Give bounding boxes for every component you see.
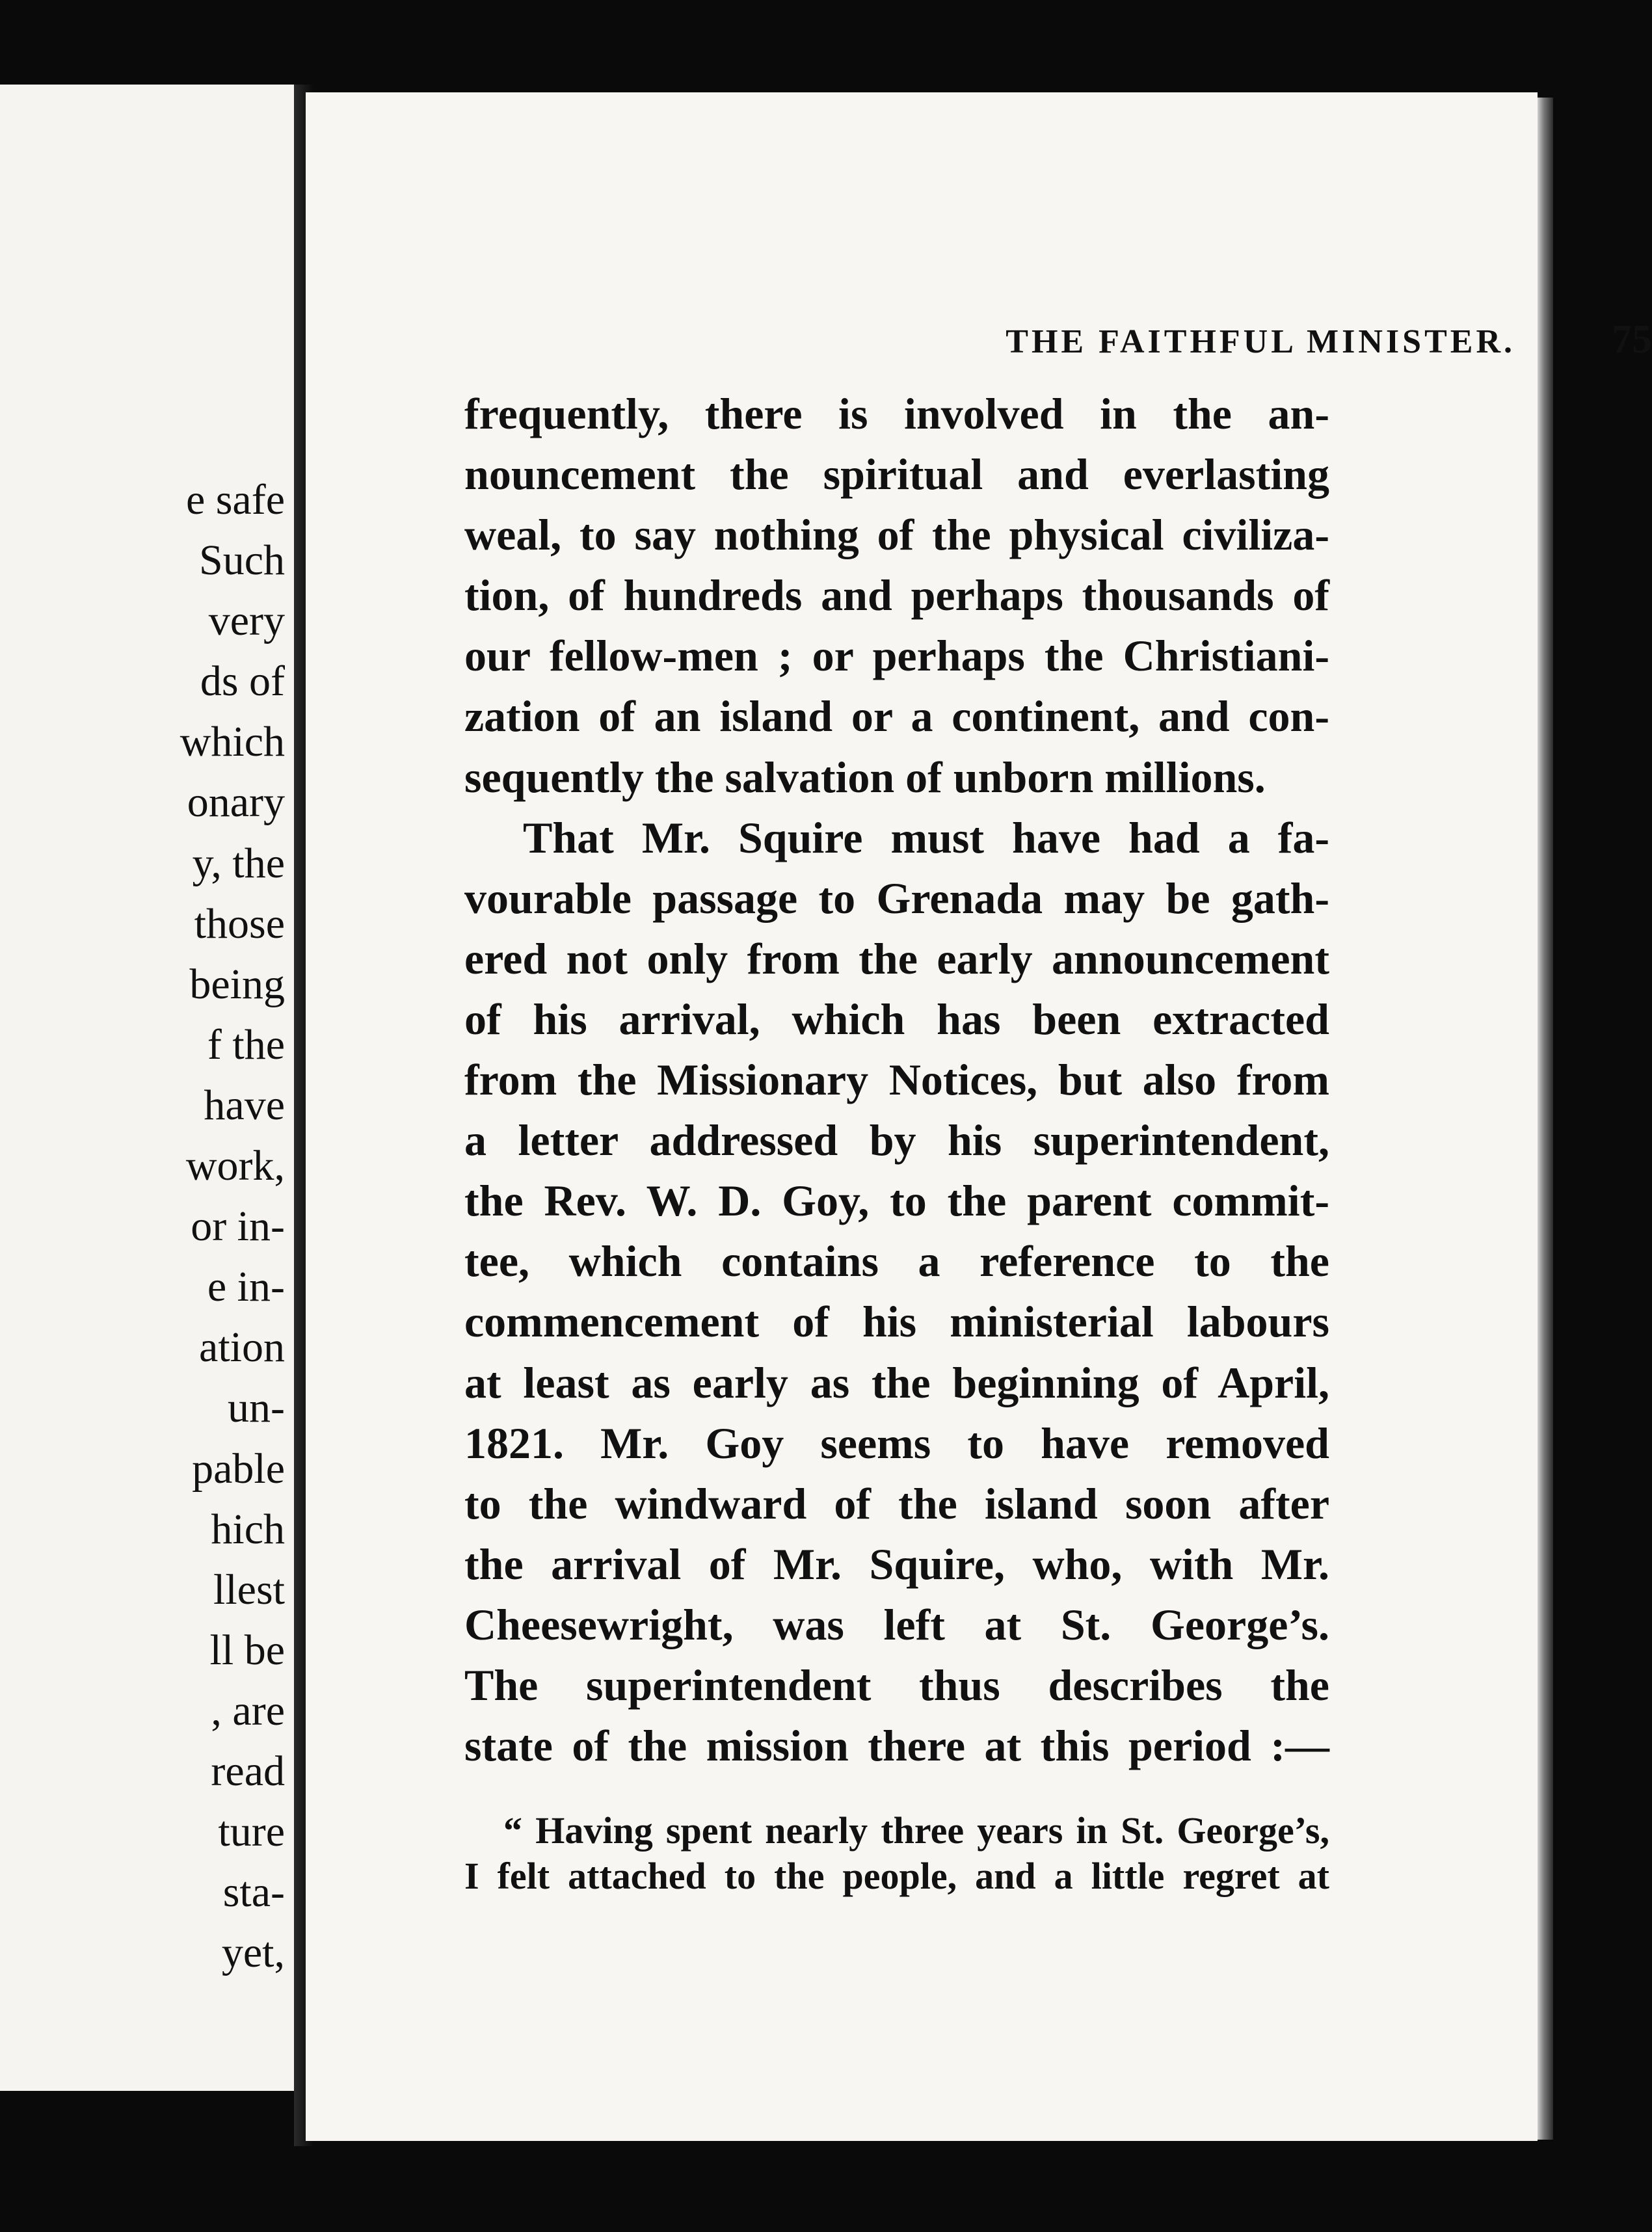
left-line: yet, [221,1929,285,1977]
text-line: sequently the salvation of unborn millions. [464,752,1266,802]
running-head [644,317,1652,363]
left-line: ll be [209,1626,285,1674]
running-title: THE FAITHFUL MINISTER. [1006,323,1515,360]
left-line: ture [218,1808,285,1856]
text-line: ered not only from the early announcement [464,933,1329,983]
text-line: a letter addressed by his superintendent, [464,1115,1329,1165]
left-line: ds of [200,658,285,706]
left-line: very [208,597,285,645]
text-line: the Rev. W. D. Goy, to the parent commit- [464,1176,1329,1226]
page-number: 75 [1612,317,1652,362]
text-line: commencement of his ministerial labours [464,1297,1329,1347]
right-page [306,92,1652,2141]
left-line: read [211,1747,285,1795]
quote-line: “ Having spent nearly three years in St. George’s, [503,1809,1329,1852]
left-line: Such [199,537,285,585]
left-line: f the [207,1020,285,1069]
text-line: 1821. Mr. Goy seems to have removed [464,1418,1329,1468]
left-line: those [194,899,285,948]
text-line: tee, which contains a reference to the [464,1236,1329,1286]
left-line: have [204,1081,285,1129]
text-line: tion, of hundreds and perhaps thousands of [464,570,1329,620]
running-title-wrap [644,323,1612,361]
left-line: hich [211,1505,285,1553]
left-page-text [180,470,285,1983]
left-line: llest [213,1565,285,1614]
left-line: y, the [192,839,285,887]
text-line: Cheesewright, was left at St. George’s. [464,1599,1329,1649]
left-line: which [180,718,285,766]
text-line: frequently, there is involved in the an- [464,389,1329,438]
left-line: un- [228,1384,285,1432]
left-line: pable [192,1444,285,1493]
text-line: vourable passage to Grenada may be gath- [464,873,1329,923]
left-line: being [189,960,285,1008]
text-line: the arrival of Mr. Squire, who, with Mr. [464,1539,1329,1589]
left-line: , are [211,1686,285,1734]
text-line: at least as early as the beginning of April, [464,1357,1329,1407]
text-line: nouncement the spiritual and everlasting [464,449,1329,499]
left-page [0,85,294,2091]
block-quote [464,1808,1329,1899]
left-line: e in- [207,1263,285,1311]
text-line: zation of an island or a continent, and con- [464,691,1329,741]
text-line: from the Missionary Notices, but also from [464,1055,1329,1105]
text-line: weal, to say nothing of the physical civiliza- [464,510,1329,560]
text-line: The superintendent thus describes the [464,1660,1329,1710]
text-line: of his arrival, which has been extracted [464,994,1329,1044]
text-line: to the windward of the island soon after [464,1478,1329,1528]
left-line: e safe [185,476,285,524]
body-paragraphs [464,384,1329,1776]
text-line: state of the mission there at this period :— [464,1721,1329,1771]
quote-line: I felt attached to the people, and a little regret at [464,1855,1329,1897]
text-line: That Mr. Squire must have had a fa- [523,812,1329,862]
left-line: onary [187,778,285,827]
text-line: our fellow-men ; or perhaps the Christiani- [464,631,1329,681]
left-line: sta- [222,1868,285,1917]
left-line: ation [199,1323,285,1372]
page-edge [1538,98,1553,2140]
left-line: work, [185,1142,285,1190]
left-line: or in- [191,1202,285,1251]
